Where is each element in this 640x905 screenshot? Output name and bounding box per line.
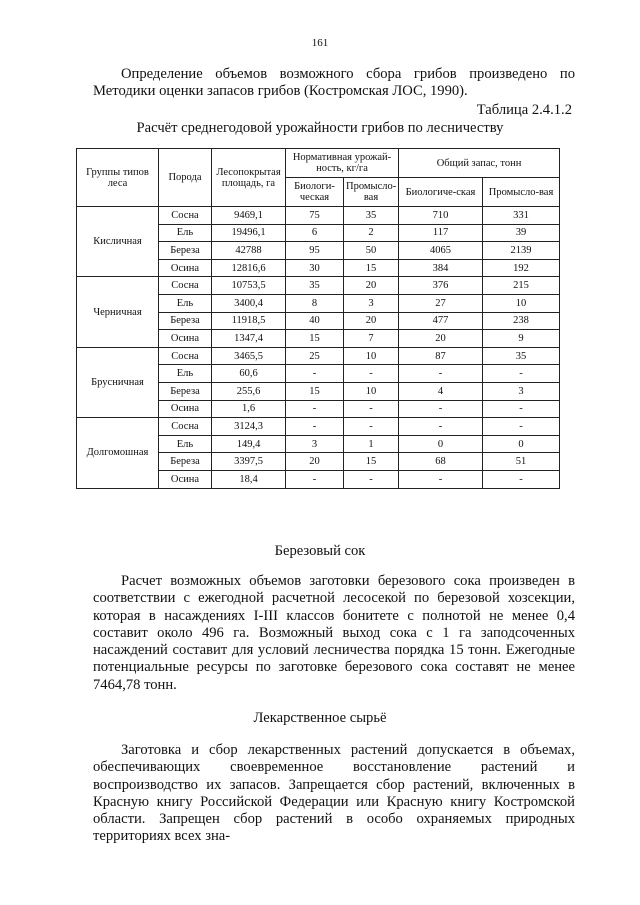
cell-bio-yield: - [286, 400, 344, 418]
cell-prom-yield: - [344, 418, 399, 436]
forest-type-group: Долгомошная [77, 418, 159, 488]
cell-prom-stock: 2139 [483, 242, 560, 260]
cell-species: Береза [159, 382, 212, 400]
cell-bio-yield: 8 [286, 294, 344, 312]
cell-prom-stock: 0 [483, 435, 560, 453]
cell-area: 149,4 [212, 435, 286, 453]
cell-prom-stock: - [483, 400, 560, 418]
cell-bio-yield: 3 [286, 435, 344, 453]
cell-prom-stock: 238 [483, 312, 560, 330]
cell-species: Осина [159, 330, 212, 348]
cell-prom-yield: 10 [344, 382, 399, 400]
cell-area: 3465,5 [212, 347, 286, 365]
cell-bio-stock: 4065 [399, 242, 483, 260]
cell-bio-yield: 25 [286, 347, 344, 365]
cell-area: 12816,6 [212, 259, 286, 277]
cell-bio-yield: - [286, 418, 344, 436]
cell-area: 3124,3 [212, 418, 286, 436]
cell-prom-yield: - [344, 470, 399, 488]
cell-prom-yield: - [344, 400, 399, 418]
header-total-stock: Общий запас, тонн [399, 149, 560, 178]
cell-bio-stock: 20 [399, 330, 483, 348]
cell-species: Сосна [159, 347, 212, 365]
header-group: Группы типов леса [77, 149, 159, 207]
birch-sap-paragraph: Расчет возможных объемов заготовки березового сока произведен в соответствии с ежегодной расчетной лесосекой по березовой хозсекции, которая в насаждениях I-III классов бонитете с полнотой не менее 0,4 составит около 496 га. Возможный выход сока с 1 га заподсоченных насаждений составит для условий лесничества порядка 15 тонн. Ежегодные потенциальные ресурсы по заготовке березового сока составят не менее 7464,78 тонн. [93, 573, 575, 693]
cell-species: Сосна [159, 207, 212, 225]
cell-area: 3400,4 [212, 294, 286, 312]
cell-prom-yield: 20 [344, 277, 399, 295]
cell-prom-yield: - [344, 365, 399, 383]
table-row [77, 347, 560, 365]
intro-paragraph: Определение объемов возможного сбора грибов произведено по Методики оценки запасов грибов (Костромская ЛОС, 1990). [93, 66, 575, 99]
cell-area: 19496,1 [212, 224, 286, 242]
cell-area: 1,6 [212, 400, 286, 418]
forest-type-group: Черничная [77, 277, 159, 347]
cell-bio-yield: 30 [286, 259, 344, 277]
forest-type-group: Брусничная [77, 347, 159, 417]
cell-bio-stock: - [399, 470, 483, 488]
cell-bio-stock: 477 [399, 312, 483, 330]
cell-bio-stock: - [399, 365, 483, 383]
cell-bio-yield: 15 [286, 382, 344, 400]
cell-prom-stock: 331 [483, 207, 560, 225]
page-number: 161 [311, 37, 329, 49]
cell-species: Осина [159, 259, 212, 277]
cell-prom-stock: 9 [483, 330, 560, 348]
cell-species: Осина [159, 400, 212, 418]
cell-prom-stock: - [483, 470, 560, 488]
cell-area: 255,6 [212, 382, 286, 400]
cell-area: 3397,5 [212, 453, 286, 471]
cell-bio-stock: 0 [399, 435, 483, 453]
cell-prom-yield: 2 [344, 224, 399, 242]
header-area: Лесопокрытая площадь, га [212, 149, 286, 207]
cell-species: Ель [159, 365, 212, 383]
table-row [77, 277, 560, 295]
cell-species: Ель [159, 224, 212, 242]
cell-prom-stock: 39 [483, 224, 560, 242]
cell-prom-yield: 10 [344, 347, 399, 365]
cell-bio-stock: - [399, 400, 483, 418]
cell-bio-yield: - [286, 470, 344, 488]
header-prom-yield: Промысло-вая [344, 178, 399, 207]
cell-species: Ель [159, 435, 212, 453]
cell-area: 11918,5 [212, 312, 286, 330]
medicinal-title: Лекарственное сырьё [253, 710, 387, 726]
forest-type-group: Кисличная [77, 207, 159, 277]
header-bio-stock: Биологиче-ская [399, 178, 483, 207]
cell-bio-stock: 117 [399, 224, 483, 242]
mushroom-yield-table-container [76, 148, 559, 489]
cell-prom-stock: 51 [483, 453, 560, 471]
header-prom-stock: Промысло-вая [483, 178, 560, 207]
cell-prom-yield: 15 [344, 259, 399, 277]
cell-area: 60,6 [212, 365, 286, 383]
cell-bio-stock: 384 [399, 259, 483, 277]
cell-area: 18,4 [212, 470, 286, 488]
cell-species: Береза [159, 312, 212, 330]
cell-bio-yield: 6 [286, 224, 344, 242]
header-bio-yield: Биологи-ческая [286, 178, 344, 207]
cell-prom-stock: - [483, 365, 560, 383]
cell-bio-stock: 68 [399, 453, 483, 471]
cell-species: Береза [159, 453, 212, 471]
cell-area: 1347,4 [212, 330, 286, 348]
birch-sap-title: Березовый сок [274, 543, 366, 559]
cell-bio-yield: 75 [286, 207, 344, 225]
cell-species: Ель [159, 294, 212, 312]
cell-prom-stock: 35 [483, 347, 560, 365]
cell-bio-yield: 35 [286, 277, 344, 295]
cell-prom-yield: 3 [344, 294, 399, 312]
cell-prom-yield: 20 [344, 312, 399, 330]
table-row [77, 418, 560, 436]
cell-prom-stock: - [483, 418, 560, 436]
cell-area: 10753,5 [212, 277, 286, 295]
cell-bio-stock: 27 [399, 294, 483, 312]
cell-bio-stock: 376 [399, 277, 483, 295]
cell-bio-stock: - [399, 418, 483, 436]
cell-bio-yield: 95 [286, 242, 344, 260]
cell-prom-stock: 3 [483, 382, 560, 400]
cell-bio-yield: 40 [286, 312, 344, 330]
table-number: Таблица 2.4.1.2 [476, 102, 572, 118]
cell-species: Сосна [159, 418, 212, 436]
cell-prom-yield: 7 [344, 330, 399, 348]
table-row [77, 207, 560, 225]
cell-bio-stock: 4 [399, 382, 483, 400]
cell-prom-yield: 35 [344, 207, 399, 225]
cell-prom-yield: 15 [344, 453, 399, 471]
cell-bio-stock: 710 [399, 207, 483, 225]
cell-prom-yield: 50 [344, 242, 399, 260]
cell-prom-stock: 10 [483, 294, 560, 312]
cell-prom-stock: 192 [483, 259, 560, 277]
cell-area: 42788 [212, 242, 286, 260]
header-norm-yield: Нормативная урожай-ность, кг/га [286, 149, 399, 178]
cell-bio-stock: 87 [399, 347, 483, 365]
cell-species: Сосна [159, 277, 212, 295]
cell-prom-yield: 1 [344, 435, 399, 453]
mushroom-yield-table [76, 148, 560, 489]
table-body [77, 207, 560, 489]
cell-prom-stock: 215 [483, 277, 560, 295]
cell-bio-yield: 15 [286, 330, 344, 348]
cell-species: Береза [159, 242, 212, 260]
header-species: Порода [159, 149, 212, 207]
cell-bio-yield: - [286, 365, 344, 383]
cell-area: 9469,1 [212, 207, 286, 225]
table-caption: Расчёт среднегодовой урожайности грибов по лесничеству [136, 120, 504, 136]
cell-bio-yield: 20 [286, 453, 344, 471]
cell-species: Осина [159, 470, 212, 488]
medicinal-paragraph: Заготовка и сбор лекарственных растений допускается в объемах, обеспечивающих своевременное восстановление растений и воспроизводство их запасов. Запрещается сбор растений, включенных в Красную книгу Российской Федерации или Красную книгу Костромской области. Запрещен сбор растений в особо охраняемых природных территориях всех зна- [93, 742, 575, 845]
